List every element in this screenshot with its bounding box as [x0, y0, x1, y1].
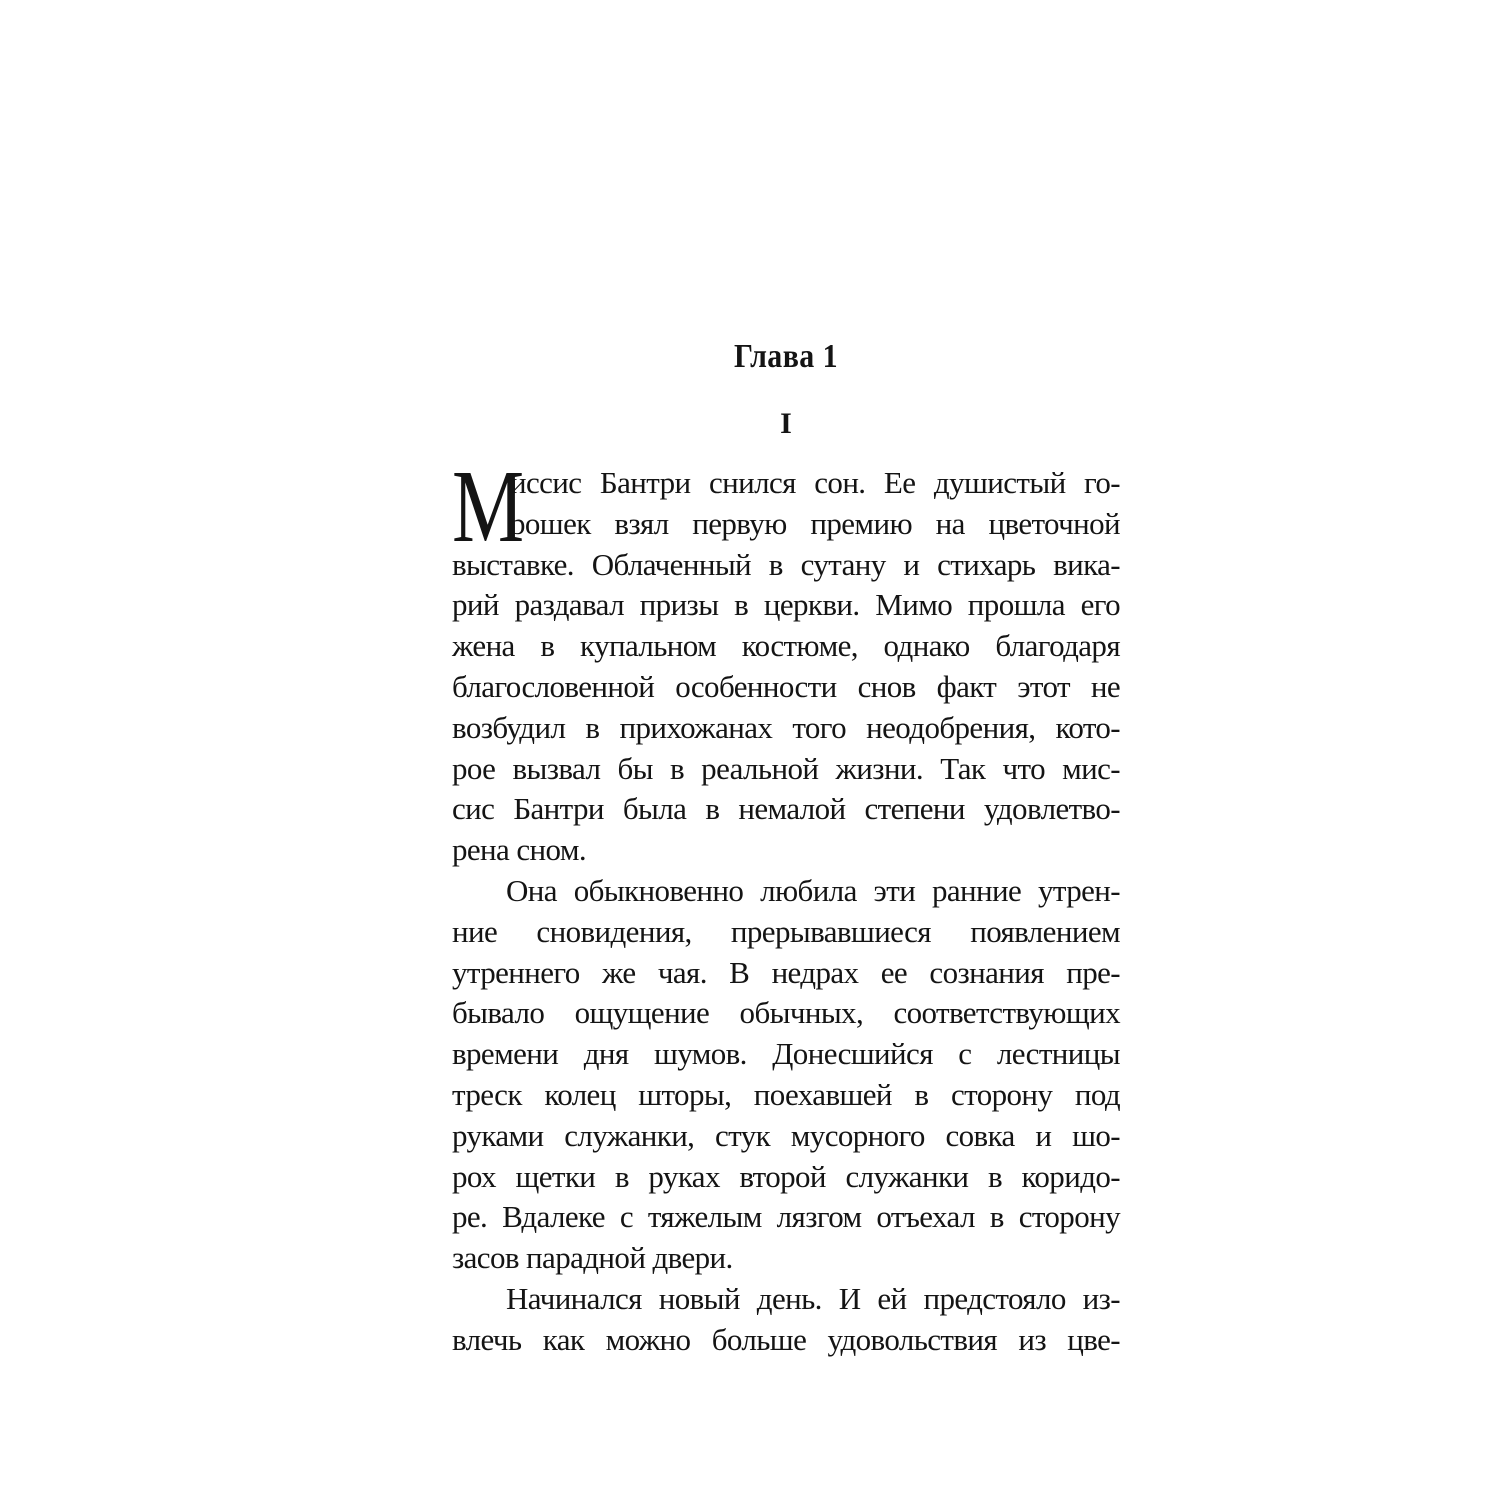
- section-number: I: [780, 407, 792, 440]
- text-line: рена сном.: [452, 832, 586, 868]
- text-line: благословенной особенности снов факт этот не: [452, 668, 1120, 704]
- text-line: ре. Вдалеке с тяжелым лязгом отъехал в сторону: [452, 1199, 1120, 1235]
- text-line: рий раздавал призы в церкви. Мимо прошла его: [452, 587, 1120, 623]
- body-text: [452, 449, 1120, 1361]
- text-line: влечь как можно больше удовольствия из цве-: [452, 1321, 1120, 1357]
- paragraph-1: [452, 449, 1120, 871]
- text-line: утреннего же чая. В недрах ее сознания пре-: [452, 954, 1120, 990]
- text-line: времени дня шумов. Донесшийся с лестницы: [452, 1036, 1120, 1072]
- text-line: сис Бантри была в немалой степени удовлетво-: [452, 791, 1120, 827]
- text-line: ние сновидения, прерывавшиеся появлением: [452, 913, 1120, 949]
- paragraph-3: [452, 1279, 1120, 1361]
- chapter-title: Глава 1: [733, 338, 839, 375]
- text-line: Начинался новый день. И ей предстояло из-: [506, 1280, 1120, 1316]
- text-line: жена в купальном костюме, однако благодаря: [452, 628, 1120, 664]
- text-line: засов парадной двери.: [452, 1240, 733, 1276]
- drop-cap-letter: М: [452, 449, 525, 564]
- text-line: рошек взял первую премию на цветочной: [510, 505, 1120, 541]
- text-line: возбудил в прихожанах того неодобрения, кото-: [452, 709, 1120, 745]
- text-line: иссис Бантри снился сон. Ее душистый го-: [510, 465, 1120, 500]
- text-line: руками служанки, стук мусорного совка и шо-: [452, 1117, 1120, 1153]
- text-line: рох щетки в руках второй служанки в коридо-: [452, 1158, 1120, 1194]
- text-line: треск колец шторы, поехавшей в сторону под: [452, 1076, 1120, 1112]
- text-line: выставке. Облаченный в сутану и стихарь вика-: [452, 546, 1120, 582]
- text-line: рое вызвал бы в реальной жизни. Так что мис-: [452, 750, 1120, 786]
- paragraph-2: [452, 871, 1120, 1279]
- text-line: бывало ощущение обычных, соответствующих: [452, 995, 1120, 1031]
- text-line: Она обыкновенно любила эти ранние утрен-: [506, 872, 1120, 908]
